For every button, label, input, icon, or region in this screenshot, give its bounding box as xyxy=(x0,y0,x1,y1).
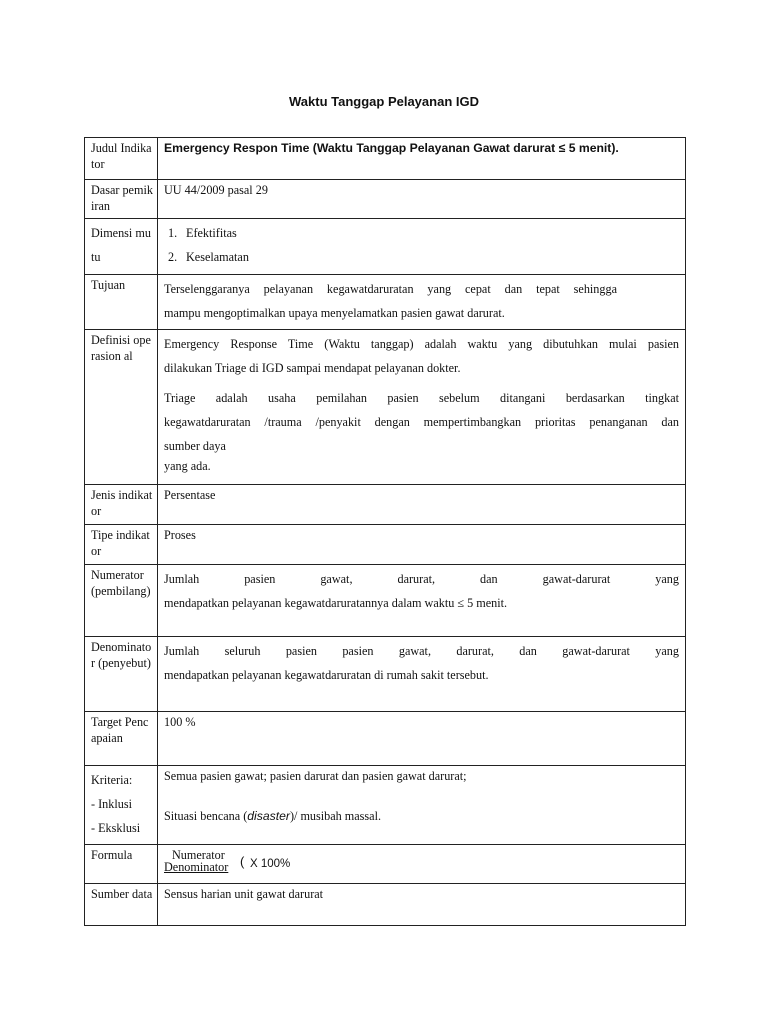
label-sumber: Sumber data xyxy=(85,884,158,926)
value-jenis: Persentase xyxy=(158,485,686,525)
value-numerator: Jumlah pasien gawat, darurat, dan gawat-darurat yang mendapatkan pelayanan kegawatdaruratannya dalam waktu ≤ 5 menit. xyxy=(158,565,686,637)
indicator-table xyxy=(84,137,686,926)
row-jenis xyxy=(85,485,686,525)
list-item: 2. Keselamatan xyxy=(168,250,249,264)
value-denominator: Jumlah seluruh pasien pasien gawat, darurat, dan gawat-darurat yang mendapatkan pelayanan kegawatdaruratan di rumah sakit tersebut. xyxy=(158,637,686,712)
row-sumber xyxy=(85,884,686,926)
value-sumber: Sensus harian unit gawat darurat xyxy=(158,884,686,926)
row-dimensi xyxy=(85,219,686,275)
label-jenis: Jenis indikator xyxy=(85,485,158,525)
document-title: Waktu Tanggap Pelayanan IGD xyxy=(289,94,479,109)
label-dasar: Dasar pemikiran xyxy=(85,180,158,219)
label-dimensi: Dimensi mutu xyxy=(85,219,158,275)
row-definisi xyxy=(85,330,686,485)
row-tujuan xyxy=(85,275,686,330)
label-numerator: Numerator (pembilang) xyxy=(85,565,158,637)
value-tujuan: Terselenggaranya pelayanan kegawatdaruratan yang cepat dan tepat sehingga mampu mengoptimalkan upaya menyelamatkan pasien gawat darurat. xyxy=(158,275,686,330)
formula-factor: X 100% xyxy=(250,858,291,870)
label-tipe: Tipe indikator xyxy=(85,525,158,565)
formula-numerator: Numerator xyxy=(172,848,225,862)
label-formula: Formula xyxy=(85,845,158,884)
value-judul: Emergency Respon Time (Waktu Tanggap Pelayanan Gawat darurat ≤ 5 menit). xyxy=(158,138,686,180)
value-formula xyxy=(158,845,686,884)
value-dasar: UU 44/2009 pasal 29 xyxy=(158,180,686,219)
row-denominator xyxy=(85,637,686,712)
label-target: Target Pencapaian xyxy=(85,712,158,766)
kriteria-inklusi: Semua pasien gawat; pasien darurat dan pasien gawat darurat; xyxy=(164,769,467,783)
dimensi-list xyxy=(164,221,679,269)
row-target xyxy=(85,712,686,766)
value-dimensi xyxy=(158,219,686,275)
label-definisi: Definisi operasion al xyxy=(85,330,158,485)
row-numerator xyxy=(85,565,686,637)
formula-expression xyxy=(164,847,679,877)
label-denominator: Denominator (penyebut) xyxy=(85,637,158,712)
kriteria-eksklusi: Situasi bencana (disaster)/ musibah massal. xyxy=(164,809,382,823)
list-item: 1. Efektifitas xyxy=(168,226,237,240)
value-definisi: Emergency Response Time (Waktu tanggap) adalah waktu yang dibutuhkan mulai pasien dilakukan Triage di IGD sampai mendapat pelayanan dokter. Triage adalah usaha pemilahan pasien sebelum ditangani berdasarkan tingkat kegawatdaruratan /trauma /penyakit dengan mempertimbangkan prioritas penanganan dan sumber daya yang ada. xyxy=(158,330,686,485)
label-judul: Judul Indikator xyxy=(85,138,158,180)
value-kriteria xyxy=(158,766,686,845)
row-formula xyxy=(85,845,686,884)
row-dasar xyxy=(85,180,686,219)
row-tipe xyxy=(85,525,686,565)
formula-denominator: Denominator xyxy=(164,860,229,874)
label-kriteria: Kriteria: - Inklusi - Eksklusi xyxy=(85,766,158,845)
label-tujuan: Tujuan xyxy=(85,275,158,330)
value-tipe: Proses xyxy=(158,525,686,565)
row-kriteria xyxy=(85,766,686,845)
row-judul xyxy=(85,138,686,180)
value-target: 100 % xyxy=(158,712,686,766)
formula-paren: ( xyxy=(240,854,245,869)
